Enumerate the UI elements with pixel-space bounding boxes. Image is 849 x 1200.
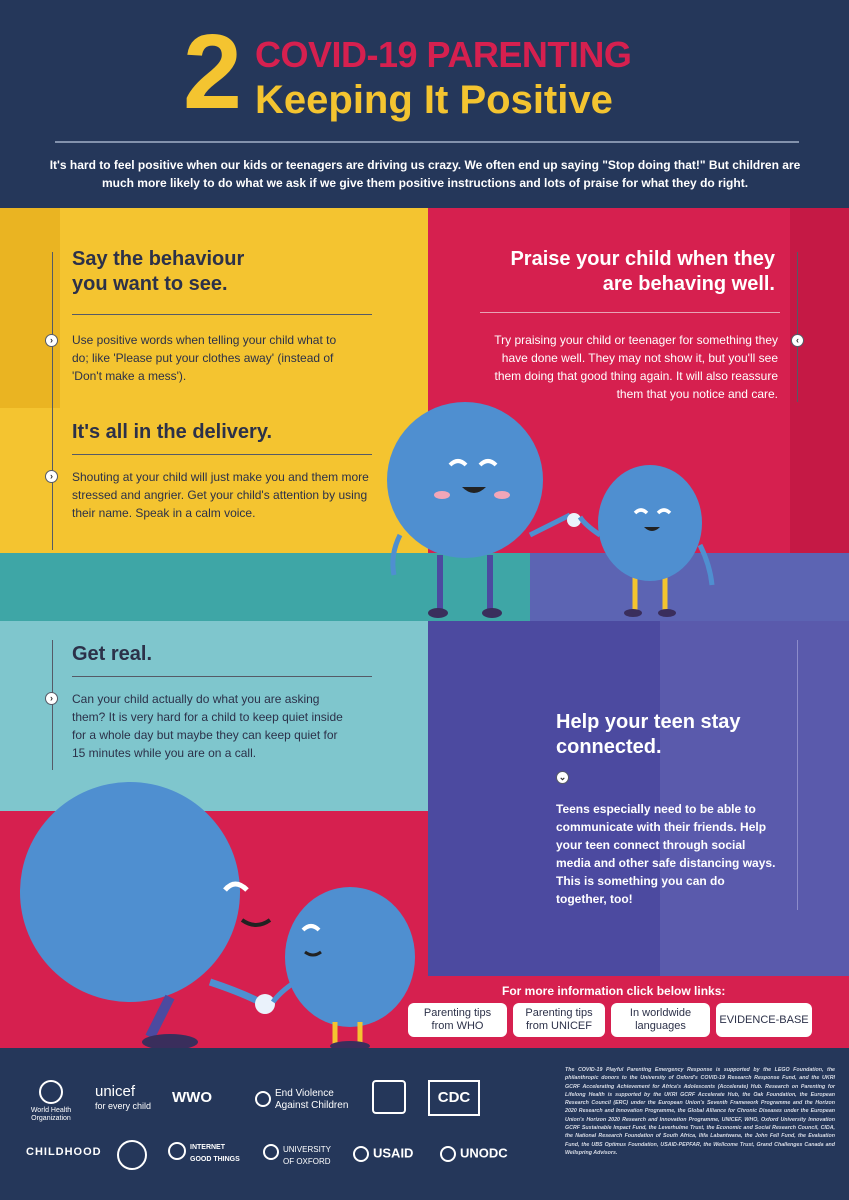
teen-heading: [556, 710, 741, 760]
say-behaviour-heading: [72, 247, 244, 297]
header-divider: [55, 141, 799, 143]
evidence-base-link[interactable]: [716, 1003, 812, 1037]
praise-heading: [470, 247, 775, 297]
crest-icon: [263, 1144, 279, 1160]
header: [0, 0, 849, 208]
unicef-logo-text: unicef: [95, 1083, 136, 1100]
praise-body: Try praising your child or teenager for something they have done well. They may not show it, but you'll see them doing that good thing again. It will also reassure them that you notice and care.: [494, 333, 778, 401]
languages-line2: languages: [635, 1020, 686, 1032]
praise-heading-line2: are behaving well.: [602, 273, 775, 295]
languages-link[interactable]: [611, 1003, 710, 1037]
languages-line1: In worldwide: [629, 1007, 692, 1019]
un-emblem-icon: [440, 1146, 456, 1162]
say-behaviour-heading-line2: you want to see.: [72, 273, 228, 295]
left-guide-line-2: [52, 640, 53, 770]
who-tips-line1: Parenting tips: [423, 1007, 492, 1019]
get-real-rule: [72, 676, 372, 677]
funding-credits: The COVID-19 Playful Parenting Emergency Response is supported by the LEGO Foundation, the philanthropic donors to the University of Oxford's COVID-19 Research Response Fund, and the UKRI GCRF Accelerating Achievement for Africa's Adolescents (Accelerate) Hub. Research on Parenting for Lifelong Health is supported by the UKRI GCRF Accelerate Hub, the Oak Foundation, the European Research Council (ERC) under the European Union's Seventh Framework Programme and the Horizon 2020 Research and Innovation Programme, the Global Alliance for Chronic Diseases under the European Union's Horizon 2020 Research and Innovation Programme, UNICEF, WHO, Oxford University Innovation GCRF Sustainable Impact Fund, the Leverhulme Trust, the Economic and Social Research Council, CIDA, the National Research Foundation of South Africa, Ilifa Labantwana, the John Fell Fund, the Evaluation Fund, the UBS Optimus Foundation, USAID-PEPFAR, the Wellcome Trust, Grand Challenges Canada and Wellspring Advisors.: [565, 1067, 835, 1156]
right-guide-line-2: [797, 640, 798, 910]
delivery-heading: It's all in the delivery.: [72, 421, 273, 443]
unicef-tips-line1: Parenting tips: [525, 1007, 593, 1019]
right-guide-line: [797, 252, 798, 402]
get-real-heading: Get real.: [72, 643, 153, 665]
get-real-body: Can your child actually do what you are asking them? It is very hard for a child to keep quiet inside for a whole day but maybe they can keep quiet for 15 minutes while you are on a call.: [72, 692, 343, 760]
hug-illustration: [20, 772, 440, 1052]
languages-link-label: [630, 1007, 691, 1033]
who-tips-link-label: [424, 1007, 491, 1033]
chevron-right-icon: ›: [45, 692, 58, 705]
teen-body: Teens especially need to be able to communicate with their friends. Help your teen connect through social media and other safe distancing ways. This is something you can do together, too!: [556, 802, 776, 906]
title-line2: Keeping It Positive: [255, 78, 613, 122]
internet-logo-text: INTERNET GOOD THINGS: [190, 1144, 240, 1163]
who-logo: [26, 1080, 76, 1123]
purple-panel-shade: [660, 621, 849, 976]
who-tips-link[interactable]: [408, 1003, 507, 1037]
unicef-tips-link-label: [525, 1007, 592, 1033]
who-logo-text: World Health Organization: [30, 1107, 72, 1122]
intro-text: It's hard to feel positive when our kids or teenagers are driving us crazy. We often end up saying "Stop doing that!" But children are much more likely to do what we ask if we give them positive instructions and lots of praise for what they do right.: [49, 158, 801, 190]
seal-icon: [353, 1146, 369, 1162]
unodc-logo: [440, 1146, 508, 1162]
chevron-right-icon: ›: [45, 334, 58, 347]
evidence-base-label: EVIDENCE-BASE: [719, 1013, 809, 1026]
say-behaviour-rule: [72, 314, 372, 315]
left-guide-line: [52, 252, 53, 550]
unicef-logo: [95, 1084, 151, 1112]
praise-heading-line1: Praise your child when they: [510, 248, 775, 270]
high-five-illustration: [380, 395, 730, 625]
hexagon-icon: [168, 1142, 186, 1160]
praise-rule: [480, 312, 780, 313]
unicef-logo-tag: for every child: [95, 1101, 152, 1111]
who-tips-line2: from WHO: [431, 1020, 484, 1032]
cdc-logo: CDC: [428, 1080, 480, 1116]
oxford-logo: [263, 1144, 343, 1168]
unicef-tips-link[interactable]: [513, 1003, 605, 1037]
evac-logo-text: End Violence Against Children: [275, 1088, 349, 1111]
wwo-logo: WWO: [172, 1089, 212, 1106]
teen-heading-line2: connected.: [556, 736, 662, 758]
yellow-panel-shade: [0, 208, 60, 408]
section-number: 2: [183, 13, 242, 131]
usaid-logo-text: USAID: [373, 1145, 414, 1161]
title-line1: COVID-19 PARENTING: [255, 34, 632, 75]
chevron-right-icon: ›: [45, 470, 58, 483]
evac-logo: [255, 1088, 355, 1112]
usaid-logo: [353, 1146, 413, 1162]
chevron-down-icon: ⌄: [556, 771, 569, 784]
teen-heading-line1: Help your teen stay: [556, 711, 741, 733]
delivery-body: Shouting at your child will just make you and them more stressed and angrier. Get your child's attention by using their name. Speak in a calm voice.: [72, 470, 369, 520]
childhood-logo: CHILDHOOD: [26, 1146, 102, 1158]
circle-icon: [255, 1091, 271, 1107]
links-label: For more information click below links:: [502, 984, 726, 998]
unicef-tips-line2: from UNICEF: [525, 1020, 592, 1032]
say-behaviour-heading-line1: Say the behaviour: [72, 248, 245, 270]
unodc-logo-text: UNODC: [460, 1145, 508, 1161]
internet-logo: [168, 1142, 244, 1166]
globe-icon: [39, 1080, 63, 1104]
family-logo-icon: [372, 1080, 406, 1114]
parenting-logo-icon: [117, 1140, 147, 1170]
say-behaviour-body: Use positive words when telling your child what to do; like 'Please put your clothes away' (instead of 'Don't make a mess').: [72, 333, 337, 383]
red-panel-shade: [790, 208, 849, 553]
oxford-logo-text: UNIVERSITY OF OXFORD: [283, 1145, 331, 1166]
delivery-rule: [72, 454, 372, 455]
chevron-left-icon: ‹: [791, 334, 804, 347]
